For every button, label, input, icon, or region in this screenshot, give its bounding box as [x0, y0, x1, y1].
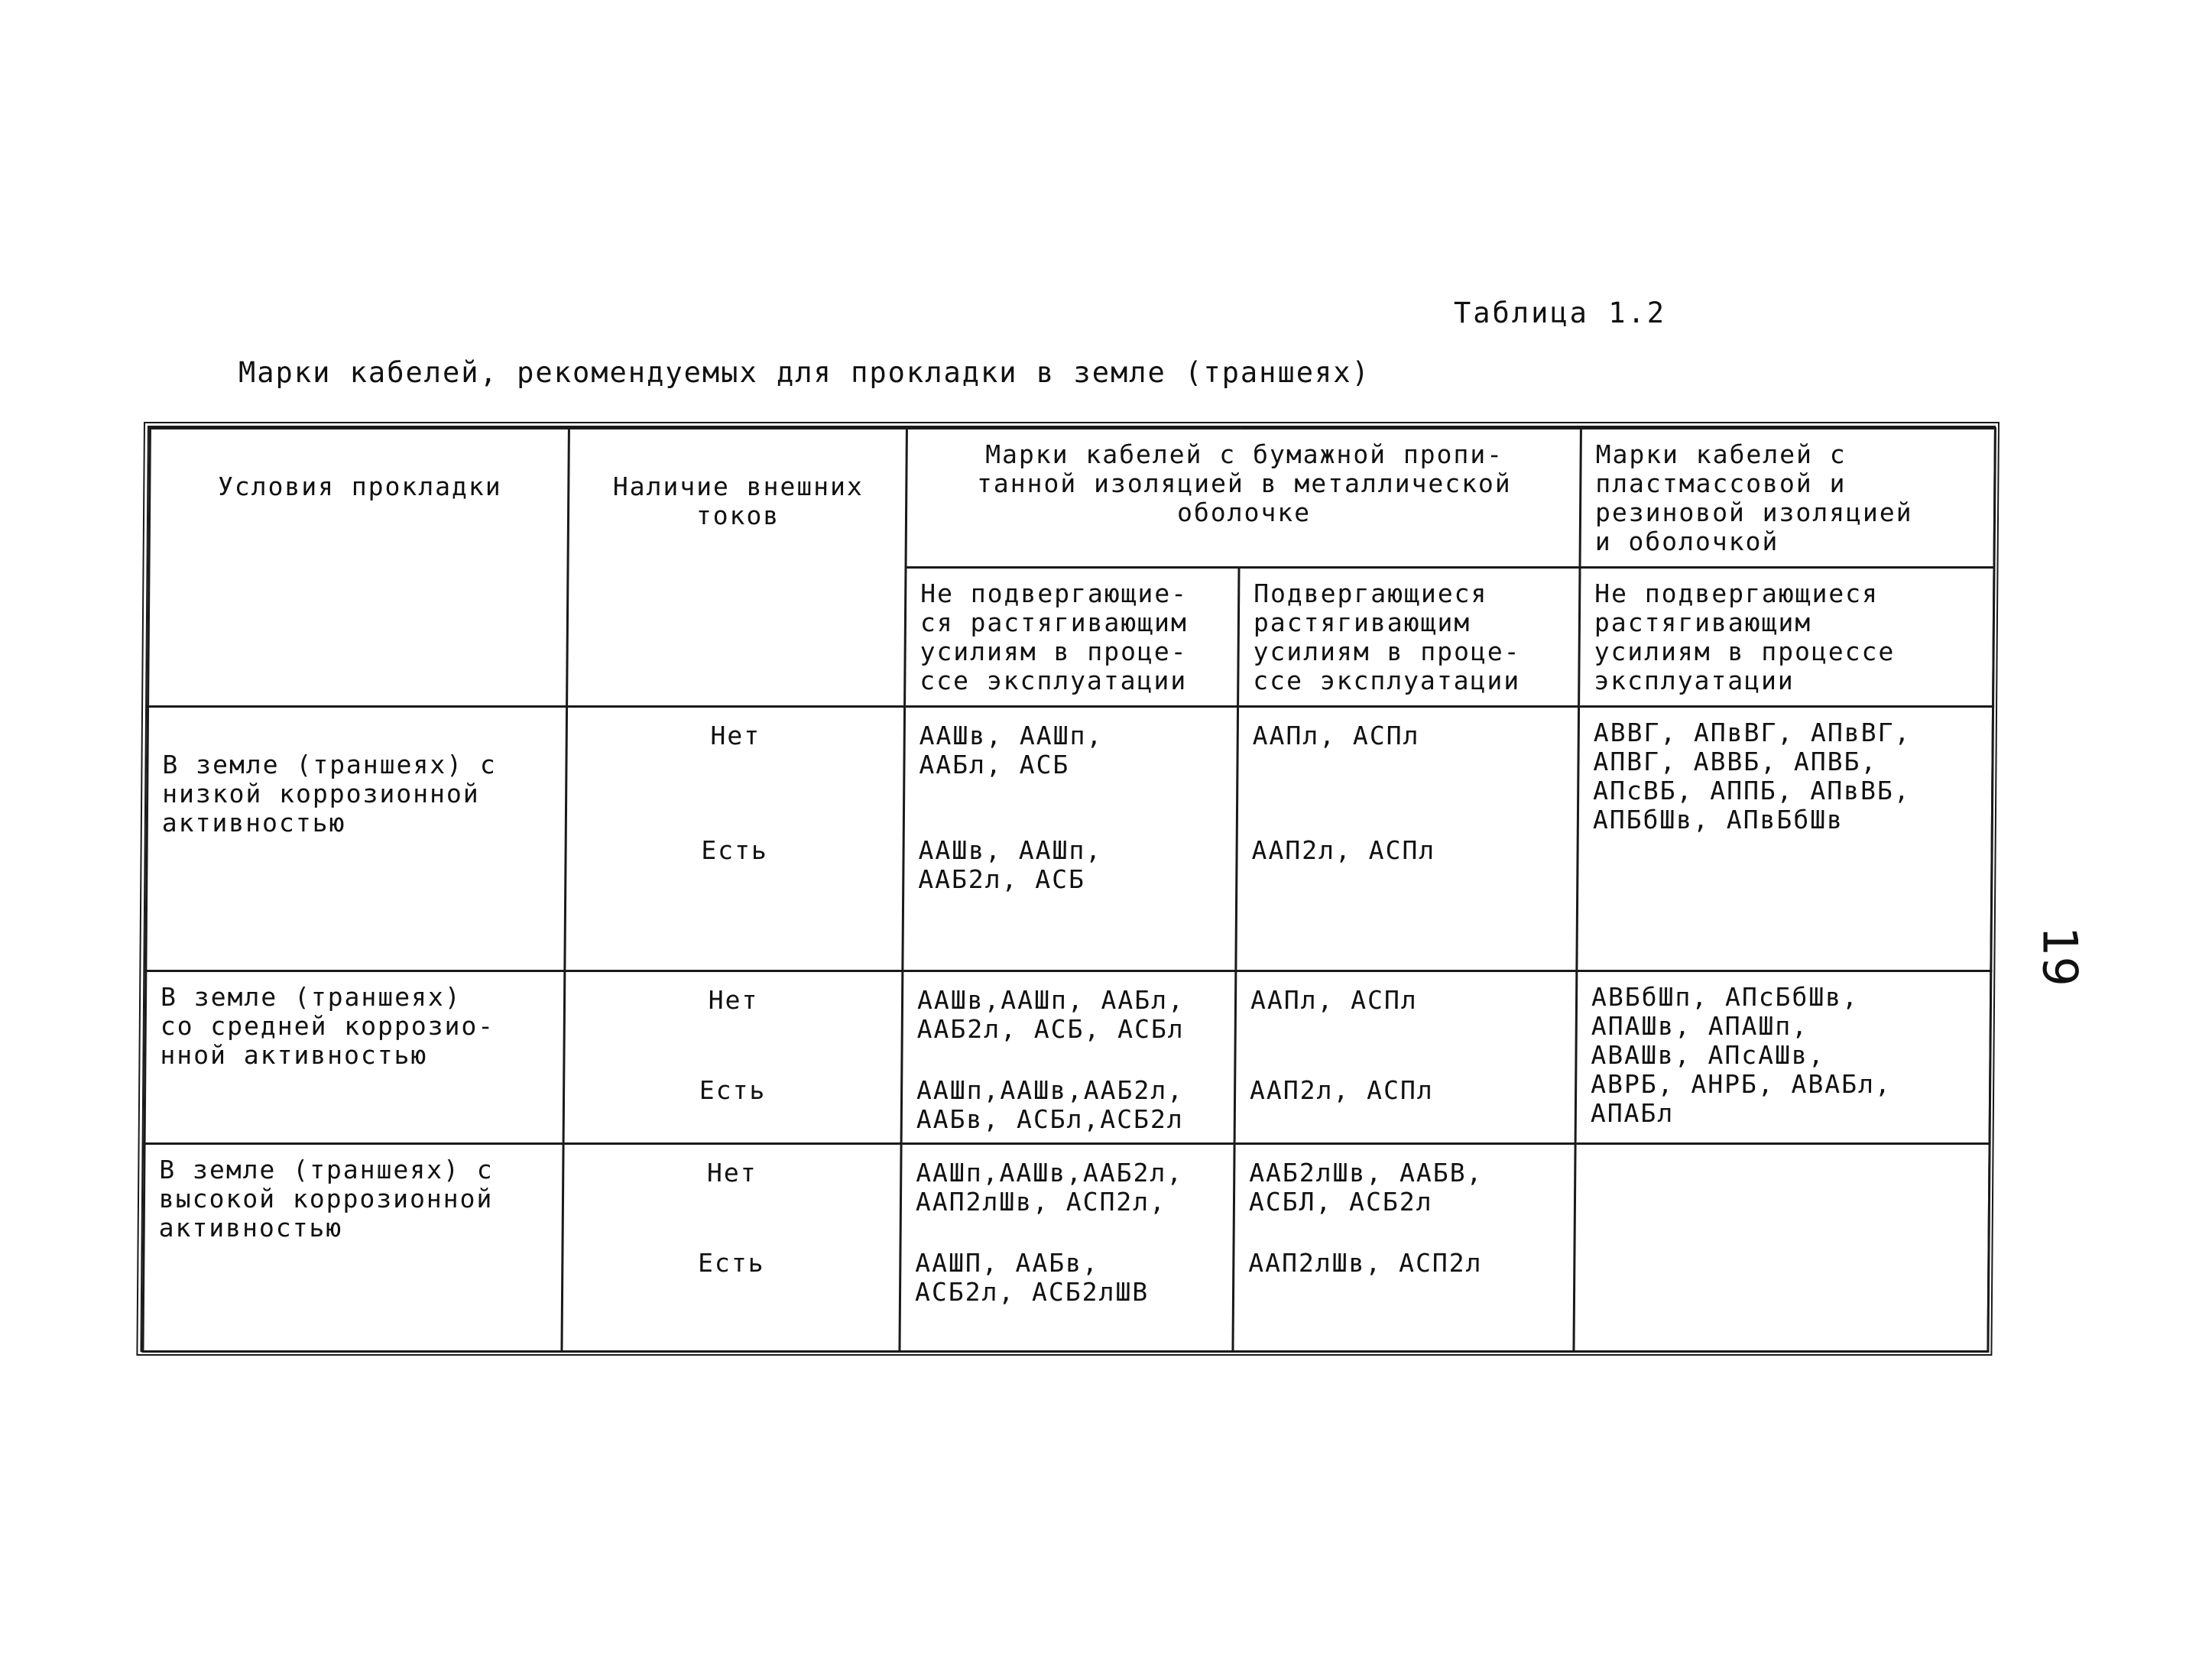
header-plastic-no-tension: Не подвергающиеся растягивающим усилиям в процессе эксплуатации [1579, 568, 1994, 707]
cable-table [141, 427, 1996, 1353]
marks-no-current: ААШв, ААШп, ААБл, АСБ [919, 721, 1104, 779]
marks-no-current: ААПл, АСПл [1252, 721, 1420, 750]
table-title: Марки кабелей, рекомендуемых для прокладки в земле (траншеях) [238, 356, 1370, 389]
marks-with-current: ААШв, ААШп, ААБ2л, АСБ [918, 835, 1103, 894]
marks-no-current: ААШв,ААШп, ААБл, ААБ2л, АСБ, АСБл [916, 985, 1185, 1044]
header-conditions: Условия прокладки [148, 429, 569, 707]
condition-cell: В земле (траншеях) с высокой коррозионной активностью [143, 1144, 563, 1352]
plastic-marks-cell [1574, 1144, 1990, 1352]
current-no-label: Нет [710, 721, 761, 750]
marks-with-current: ААП2л, АСПл [1249, 1075, 1434, 1105]
header-paper-no-tension: Не подвергающие- ся растягивающим усилиям в проце- ссе эксплуатации [905, 568, 1239, 707]
current-no-label: Нет [706, 1158, 757, 1188]
table-row-medium-corrosion [144, 971, 1991, 1144]
marks-no-current: ААПл, АСПл [1250, 985, 1418, 1015]
table-row-high-corrosion [143, 1144, 1990, 1352]
paper-tension-cell [1234, 971, 1577, 1144]
paper-no-tension-cell [900, 1144, 1234, 1352]
table-number: Таблица 1.2 [1454, 297, 1667, 329]
marks-with-current: ААП2лШв, АСП2л [1248, 1248, 1483, 1278]
external-currents-cell [563, 971, 903, 1144]
header-plastic-insulation-group: Марки кабелей с пластмассовой и резиновой изоляцией и оболочкой [1580, 429, 1995, 568]
marks-with-current: ААШп,ААШв,ААБ2л, ААБв, АСБл,АСБ2л [916, 1075, 1185, 1134]
condition-cell: В земле (траншеях) со средней коррозио- нной активностью [144, 971, 565, 1144]
current-yes-label: Есть [701, 835, 768, 865]
marks-with-current: ААШП, ААБв, АСБ2л, АСБ2лШВ [914, 1248, 1150, 1307]
cable-table-frame [136, 422, 2000, 1356]
current-yes-label: Есть [697, 1248, 765, 1278]
page-number: 19 [2032, 926, 2088, 987]
header-external-currents: Наличие внешних токов [567, 429, 907, 707]
external-currents-cell [562, 1144, 901, 1352]
header-paper-insulation-group: Марки кабелей с бумажной пропи- танной изоляцией в металлической оболочке [906, 429, 1581, 568]
paper-tension-cell [1236, 707, 1579, 971]
plastic-marks-cell: АВБбШп, АПсБбШв, АПАШв, АПАШп, АВАШв, АПсАШв, АВРБ, АНРБ, АВАБл, АПАБл [1575, 971, 1991, 1144]
marks-no-current: ААБ2лШв, ААБВ, АСБЛ, АСБ2л [1248, 1158, 1484, 1217]
condition-cell: В земле (траншеях) с низкой коррозионной активностью [146, 707, 567, 971]
plastic-marks-cell: АВВГ, АПвВГ, АПвВГ, АПВГ, АВВБ, АПВБ, АПсВБ, АППБ, АПвВБ, АПБбШв, АПвБбШв [1577, 707, 1993, 971]
header-paper-tension: Подвергающиеся растягивающим усилиям в проце- ссе эксплуатации [1238, 568, 1580, 707]
paper-no-tension-cell [901, 971, 1236, 1144]
current-no-label: Нет [708, 985, 759, 1015]
marks-no-current: ААШп,ААШв,ААБ2л, ААП2лШв, АСП2л, [915, 1158, 1184, 1217]
external-currents-cell [565, 707, 905, 971]
marks-with-current: ААП2л, АСПл [1251, 835, 1436, 865]
table-row-low-corrosion [146, 707, 1993, 971]
current-yes-label: Есть [699, 1075, 767, 1105]
paper-no-tension-cell [903, 707, 1238, 971]
paper-tension-cell [1233, 1144, 1575, 1352]
